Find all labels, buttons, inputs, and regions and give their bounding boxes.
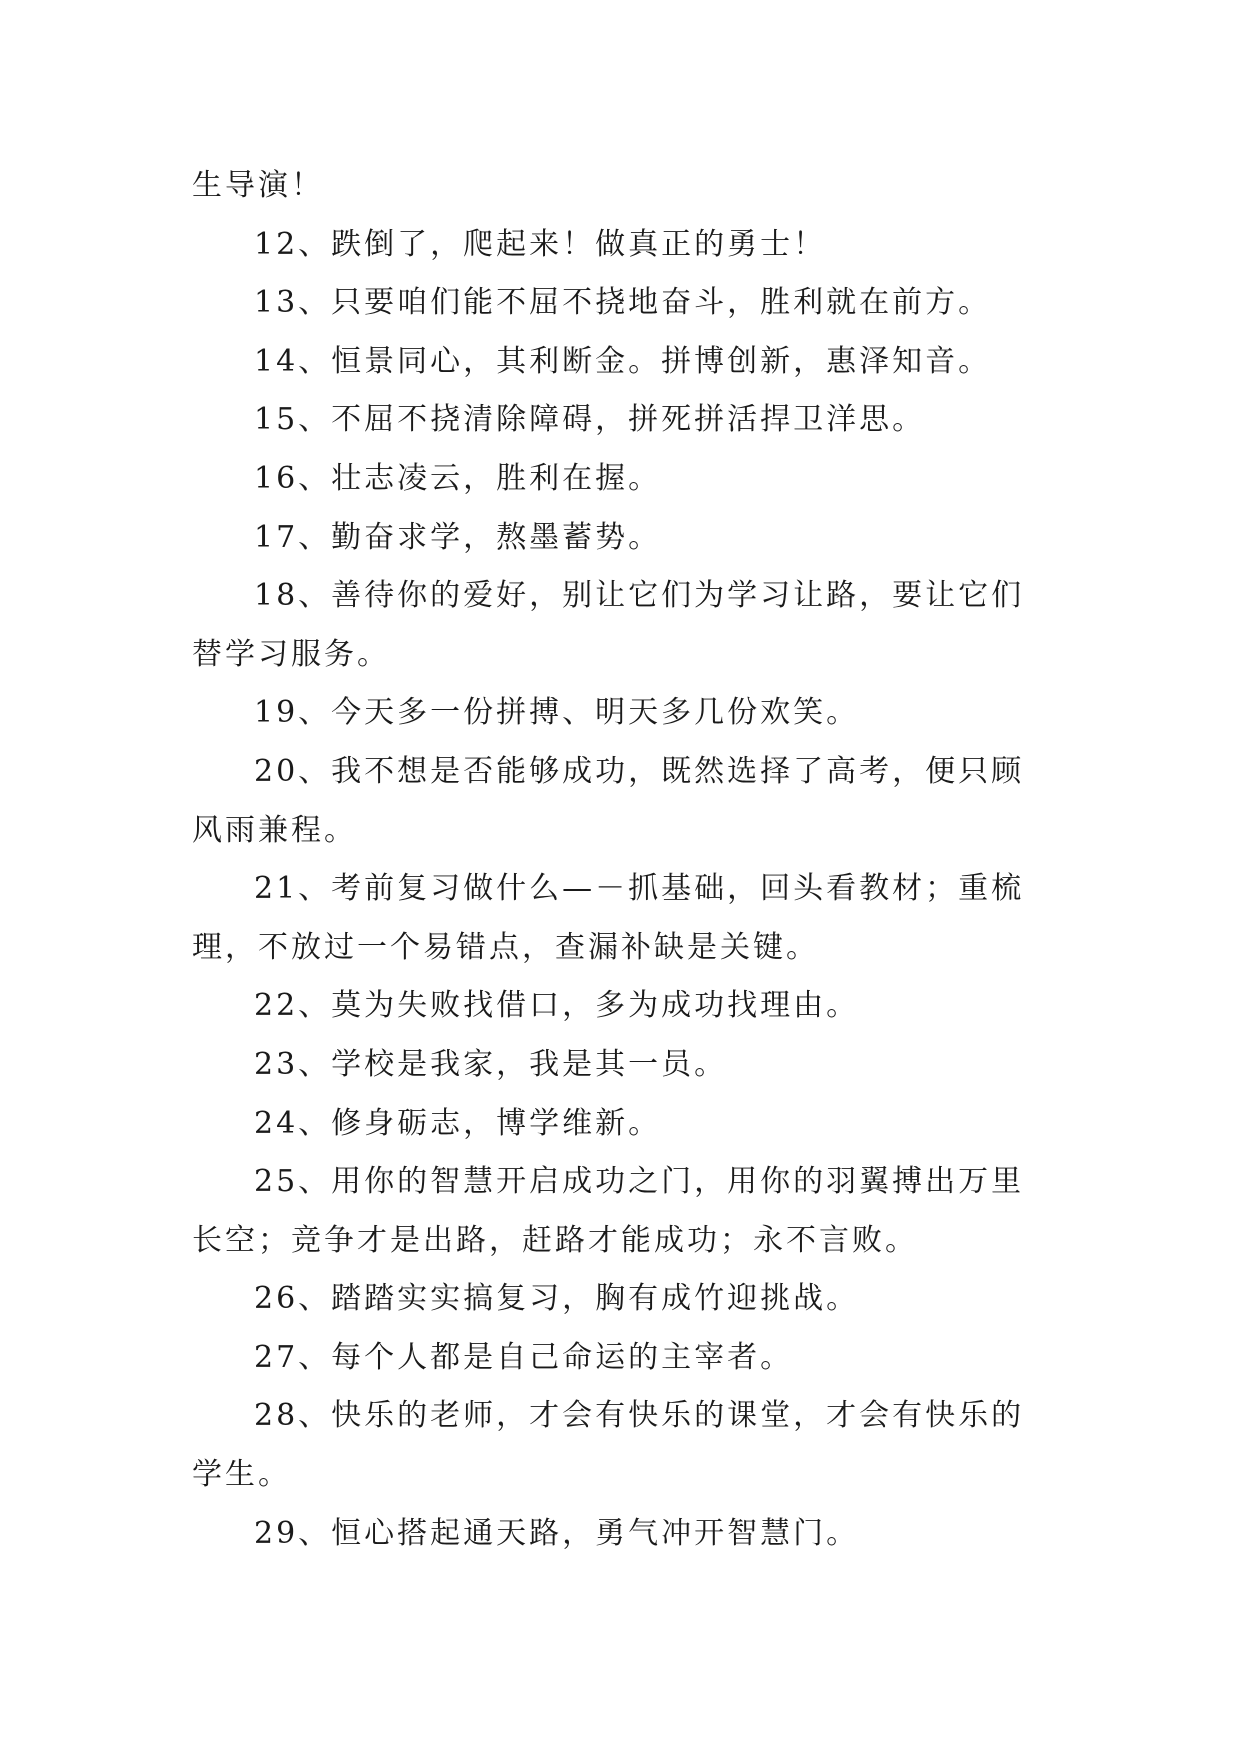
paragraph: 15、不屈不挠清除障碍，拼死拼活捍卫洋思。	[254, 402, 926, 438]
paragraph: 29、恒心搭起通天路，勇气冲开智慧门。	[254, 1515, 860, 1551]
paragraph: 26、踏踏实实搞复习，胸有成竹迎挑战。	[254, 1281, 860, 1317]
paragraph: 16、壮志凌云，胜利在握。	[254, 460, 662, 496]
paragraph: 生导演！	[192, 168, 324, 203]
paragraph: 14、恒景同心，其利断金。拼博创新，惠泽知音。	[254, 343, 992, 379]
paragraph: 25、用你的智慧开启成功之门，用你的羽翼搏出万里长空；竞争才是出路，赶路才能成功；永不言败。	[192, 1164, 1025, 1258]
paragraph: 18、善待你的爱好，别让它们为学习让路，要让它们替学习服务。	[192, 578, 1025, 672]
paragraph: 20、我不想是否能够成功，既然选择了高考，便只顾风雨兼程。	[192, 753, 1025, 848]
paragraph: 12、跌倒了，爬起来！做真正的勇士！	[254, 226, 827, 262]
paragraph: 17、勤奋求学，熬墨蓄势。	[254, 519, 662, 555]
paragraph: 19、今天多一份拼搏、明天多几份欢笑。	[254, 695, 860, 731]
paragraph: 28、快乐的老师，才会有快乐的课堂，才会有快乐的学生。	[192, 1398, 1025, 1493]
document-body	[192, 157, 1052, 1563]
paragraph: 23、学校是我家，我是其一员。	[254, 1046, 728, 1082]
paragraph: 24、修身砺志，博学维新。	[254, 1105, 662, 1141]
paragraph: 27、每个人都是自己命运的主宰者。	[254, 1339, 794, 1375]
paragraph: 13、只要咱们能不屈不挠地奋斗，胜利就在前方。	[254, 285, 992, 321]
paragraph: 22、莫为失败找借口，多为成功找理由。	[254, 988, 860, 1024]
paragraph: 21、考前复习做什么—－抓基础，回头看教材；重梳理，不放过一个易错点，查漏补缺是关键。	[192, 871, 1025, 965]
